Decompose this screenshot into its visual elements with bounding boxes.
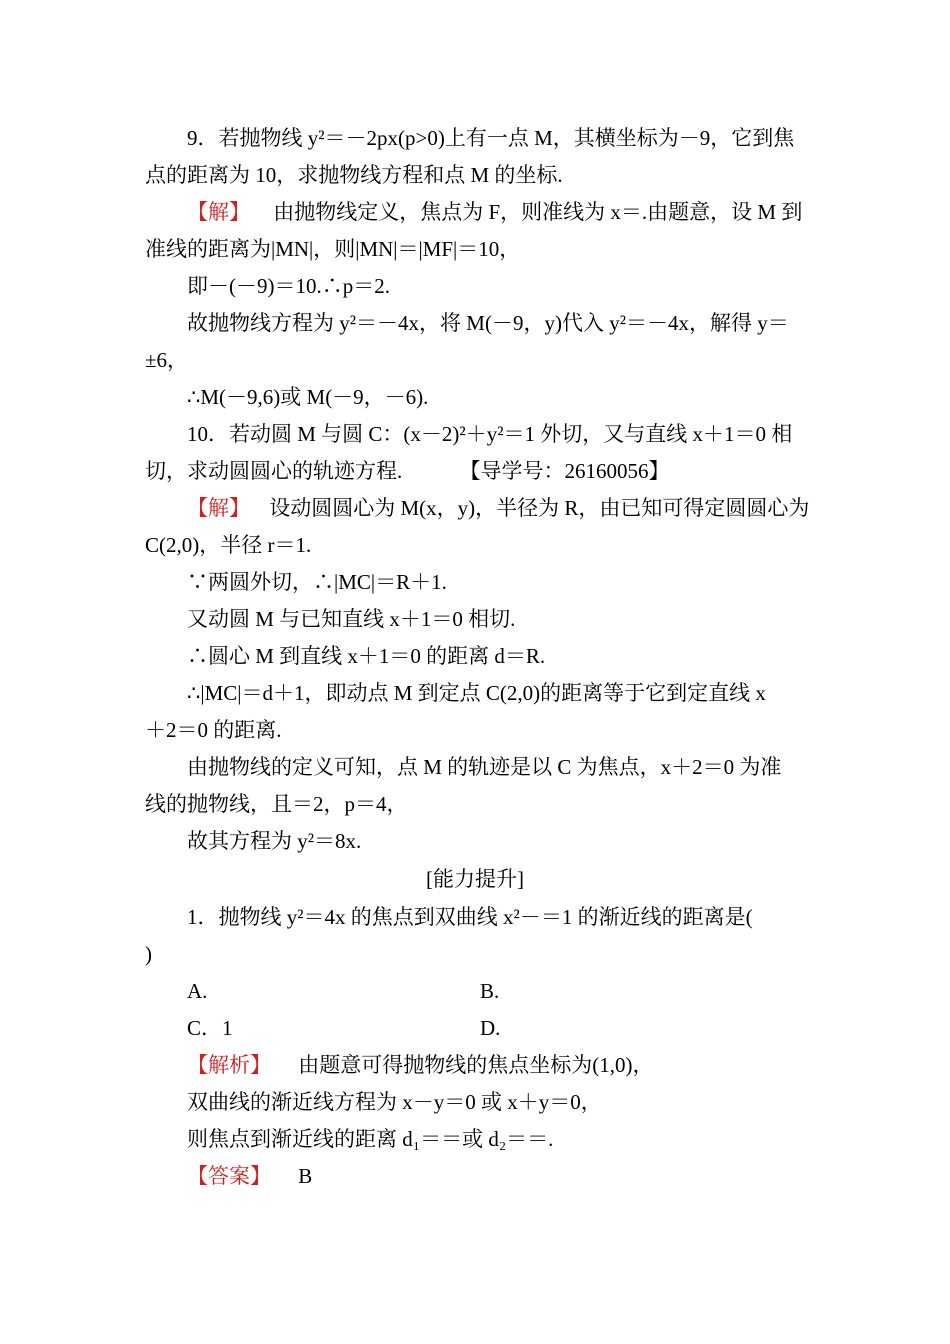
p9-line-8: ∴M(－9,6)或 M(－9，－6).: [187, 385, 429, 409]
option-a: A.: [187, 979, 208, 1003]
q1-line-1: 1．抛物线 y²＝4x 的焦点到双曲线 x²－＝1 的渐近线的距离是(: [187, 905, 753, 929]
p9-line-6: 故抛物线方程为 y²＝－4x，将 M(－9，y)代入 y²＝－4x，解得 y＝: [187, 311, 789, 335]
option-c: C．1: [187, 1016, 233, 1040]
q1-line-2: ): [145, 942, 152, 966]
solution-tag: 【解】: [187, 200, 250, 224]
p9-line-4: 准线的距离为|MN|，则|MN|＝|MF|＝10，: [145, 237, 521, 261]
p9-line-1: 9．若抛物线 y²＝－2px(p>0)上有一点 M，其横坐标为－9，它到焦: [187, 126, 795, 150]
p10-line-6: 又动圆 M 与已知直线 x＋1＝0 相切.: [187, 607, 516, 631]
q1-answer-line: [187, 1163, 312, 1189]
q1-line-4: 双曲线的渐近线方程为 x－y＝0 或 x＋y＝0，: [187, 1090, 602, 1114]
p10-line-2-row: [145, 458, 670, 484]
option-d: D.: [480, 1016, 501, 1040]
option-b: B.: [480, 979, 500, 1003]
q1-line-5: 则焦点到渐近线的距离 d₁＝＝或 d₂＝＝.: [187, 1127, 554, 1151]
p9-line-2: 点的距离为 10，求抛物线方程和点 M 的坐标.: [145, 163, 563, 187]
p10-line-12: 故其方程为 y²＝8x.: [187, 829, 362, 853]
p9-line-3: 由抛物线定义，焦点为 F，则准线为 x＝.由题意，设 M 到: [273, 200, 803, 224]
p10-line-7: ∴圆心 M 到直线 x＋1＝0 的距离 d＝R.: [187, 644, 546, 668]
q1-analysis-line: [187, 1052, 654, 1078]
p10-solution-line: [187, 495, 809, 521]
answer-tag: 【答案】: [187, 1164, 271, 1188]
p10-line-11: 线的抛物线，且＝2，p＝4，: [145, 792, 408, 816]
answer-value: B: [298, 1164, 313, 1188]
analysis-tag: 【解析】: [187, 1053, 271, 1077]
guide-number: 【导学号：26160056】: [459, 459, 670, 483]
p10-line-8: ∴|MC|＝d＋1，即动点 M 到定点 C(2,0)的距离等于它到定直线 x: [187, 681, 766, 705]
section-heading: [能力提升]: [426, 867, 524, 891]
p10-line-5: ∵两圆外切，∴|MC|＝R＋1.: [187, 570, 447, 594]
p10-line-9: ＋2＝0 的距离.: [145, 718, 282, 742]
p10-line-4: C(2,0)，半径 r＝1.: [145, 533, 312, 557]
p9-line-7: ±6，: [145, 348, 189, 372]
q1-line-3: 由题意可得抛物线的焦点坐标为(1,0)，: [298, 1053, 654, 1077]
p9-solution-line: [187, 199, 802, 225]
p10-line-2: 切，求动圆圆心的轨迹方程.: [145, 459, 403, 483]
p10-line-1: 10．若动圆 M 与圆 C：(x－2)²＋y²＝1 外切，又与直线 x＋1＝0 相: [187, 422, 793, 446]
p10-line-3: 设动圆圆心为 M(x，y)，半径为 R，由已知可得定圆圆心为: [269, 496, 810, 520]
p10-line-10: 由抛物线的定义可知，点 M 的轨迹是以 C 为焦点，x＋2＝0 为准: [187, 755, 782, 779]
p9-line-5: 即－(－9)＝10.∴p＝2.: [187, 274, 390, 298]
solution-tag: 【解】: [187, 496, 250, 520]
